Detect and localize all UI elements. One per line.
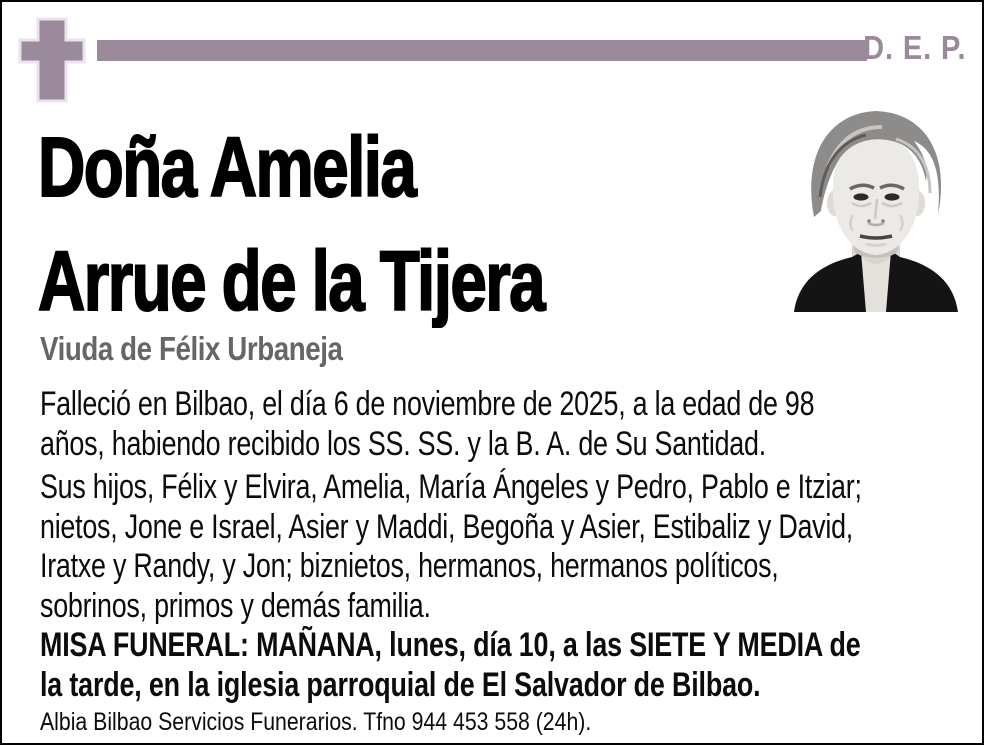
funeral-mass-paragraph	[40, 626, 984, 705]
text-line: la tarde, en la iglesia parroquial de El Salvador de Bilbao.	[40, 665, 761, 704]
text-line: Arrue de la Tijera	[38, 234, 545, 328]
text-line: MISA FUNERAL: MAÑANA, lunes, día 10, a las SIETE Y MEDIA de	[40, 626, 861, 664]
death-notice-paragraph	[40, 385, 984, 464]
deceased-name	[38, 110, 687, 338]
header-rule-bar	[97, 40, 867, 61]
text-line: nietos, Jone e Israel, Asier y Maddi, Begoña y Asier, Estibaliz y David,	[40, 507, 854, 546]
funeral-home-text: Albia Bilbao Servicios Funerarios. Tfno 944 453 558 (24h).	[40, 708, 592, 736]
relation-subtitle	[40, 329, 400, 369]
text-line: años, habiendo recibido los SS. SS. y la B. A. de Su Santidad.	[40, 424, 766, 463]
dep-label: D. E. P.	[862, 29, 966, 66]
funeral-home-footer	[40, 707, 689, 737]
portrait-photo	[790, 97, 962, 312]
text-line: Falleció en Bilbao, el día 6 de noviembre de 2025, a la edad de 98	[40, 385, 815, 423]
text-line: Iratxe y Randy, y Jon; biznietos, hermanos, hermanos políticos,	[40, 547, 779, 585]
family-paragraph	[40, 468, 984, 626]
relation-subtitle-text: Viuda de Félix Urbaneja	[40, 330, 343, 367]
text-line: Doña Amelia	[38, 120, 416, 214]
text-line: sobrinos, primos y demás familia.	[40, 586, 431, 625]
text-line: Sus hijos, Félix y Elvira, Amelia, María Ángeles y Pedro, Pablo e Itziar;	[40, 468, 862, 506]
latin-cross-icon	[16, 17, 86, 103]
